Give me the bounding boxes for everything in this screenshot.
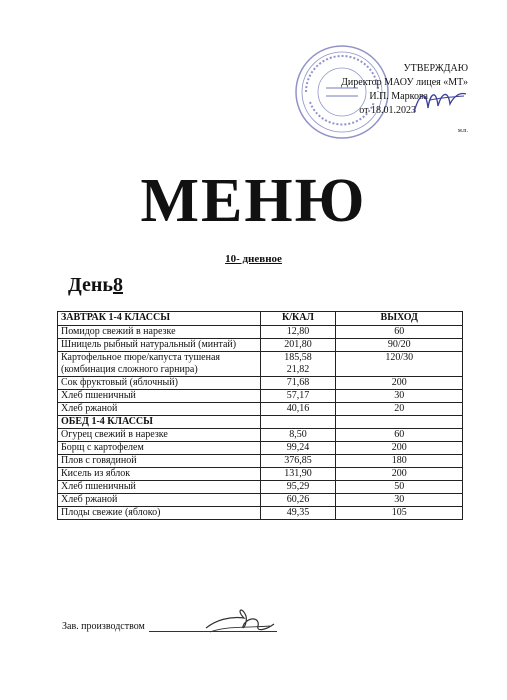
header-meal: ЗАВТРАК 1-4 КЛАССЫ <box>58 312 261 326</box>
dish-name: Шницель рыбный натуральный (минтай) <box>58 339 261 352</box>
dish-output: 60 <box>336 326 463 339</box>
kcal-value: 376,85 <box>284 455 312 466</box>
dish-output <box>336 416 463 429</box>
dish-output: 120/30 <box>336 352 463 377</box>
section-title: ОБЕД 1-4 КЛАССЫ <box>58 416 261 429</box>
dish-name: Сок фруктовый (яблочный) <box>58 377 261 390</box>
dish-kcal <box>260 429 336 442</box>
dish-output: 200 <box>336 442 463 455</box>
dish-output: 90/20 <box>336 339 463 352</box>
table-row <box>58 390 463 403</box>
table-row <box>58 468 463 481</box>
dish-output: 30 <box>336 390 463 403</box>
dish-kcal <box>260 468 336 481</box>
page-subtitle: 10- дневное <box>225 253 282 265</box>
kcal-value: 95,29 <box>286 481 310 492</box>
dish-kcal <box>260 494 336 507</box>
dish-name: Хлеб пшеничный <box>58 481 261 494</box>
dish-name: Помидор свежий в нарезке <box>58 326 261 339</box>
kcal-value: 131,90 <box>284 468 312 479</box>
dish-kcal <box>260 377 336 390</box>
table-row <box>58 403 463 416</box>
dish-kcal <box>260 390 336 403</box>
table-row <box>58 429 463 442</box>
dish-kcal <box>260 339 336 352</box>
header-kcal: К/КАЛ <box>260 312 336 326</box>
production-manager-signature <box>200 602 280 642</box>
dish-kcal <box>260 352 336 377</box>
dish-name: Хлеб пшеничный <box>58 390 261 403</box>
day-number: 8 <box>112 274 123 296</box>
production-manager-label: Зав. производством <box>62 621 145 632</box>
menu-table <box>57 311 463 520</box>
dish-output: 200 <box>336 377 463 390</box>
table-row <box>58 481 463 494</box>
table-row <box>58 455 463 468</box>
page-title: МЕНЮ <box>140 167 367 235</box>
dish-name: Хлеб ржаной <box>58 403 261 416</box>
dish-name: Борщ с картофелем <box>58 442 261 455</box>
kcal-value: 185,58 <box>284 352 312 363</box>
kcal-value: 49,35 <box>286 507 310 518</box>
approval-position: Директор МАОУ лицея «МТ» <box>341 77 468 88</box>
dish-output: 105 <box>336 507 463 520</box>
approval-name: И.П. Маркова <box>369 91 428 102</box>
dish-output: 60 <box>336 429 463 442</box>
dish-output: 50 <box>336 481 463 494</box>
table-row <box>58 339 463 352</box>
kcal-value: 57,17 <box>286 390 310 401</box>
dish-kcal <box>260 507 336 520</box>
dish-name: Кисель из яблок <box>58 468 261 481</box>
kcal-value: 40,16 <box>286 403 310 414</box>
dish-name: Картофельное пюре/капуста тушеная (комбинация сложного гарнира) <box>58 352 261 377</box>
section-row <box>58 416 463 429</box>
dish-output: 20 <box>336 403 463 416</box>
kcal-value: 71,68 <box>286 377 310 388</box>
kcal-value: 60,26 <box>286 494 310 505</box>
table-row <box>58 352 463 377</box>
dish-kcal <box>260 442 336 455</box>
dish-name: Плов с говядиной <box>58 455 261 468</box>
header-output: ВЫХОД <box>336 312 463 326</box>
director-signature <box>410 82 470 122</box>
kcal-value: 99,24 <box>286 442 310 453</box>
approval-heading: УТВЕРЖДАЮ <box>403 63 468 74</box>
stamp-place-label: м.п. <box>457 128 468 134</box>
dish-kcal <box>260 481 336 494</box>
dish-name: Плоды свежие (яблоко) <box>58 507 261 520</box>
kcal-value-secondary: 21,82 <box>286 364 310 375</box>
table-header-row <box>58 312 463 326</box>
table-row <box>58 326 463 339</box>
kcal-value: 201,80 <box>284 339 312 350</box>
dish-output: 200 <box>336 468 463 481</box>
day-label: День <box>68 274 113 296</box>
dish-kcal <box>260 416 336 429</box>
dish-name: Огурец свежий в нарезке <box>58 429 261 442</box>
kcal-value: 12,80 <box>286 326 310 337</box>
dish-kcal <box>260 403 336 416</box>
dish-kcal <box>260 455 336 468</box>
dish-output: 30 <box>336 494 463 507</box>
table-row <box>58 442 463 455</box>
day-heading <box>68 274 123 297</box>
kcal-value: 8,50 <box>289 429 307 440</box>
table-row <box>58 494 463 507</box>
dish-name: Хлеб ржаной <box>58 494 261 507</box>
dish-output: 180 <box>336 455 463 468</box>
approval-date: от 18.01.2023 <box>359 105 416 116</box>
table-row <box>58 377 463 390</box>
table-row <box>58 507 463 520</box>
dish-kcal <box>260 326 336 339</box>
